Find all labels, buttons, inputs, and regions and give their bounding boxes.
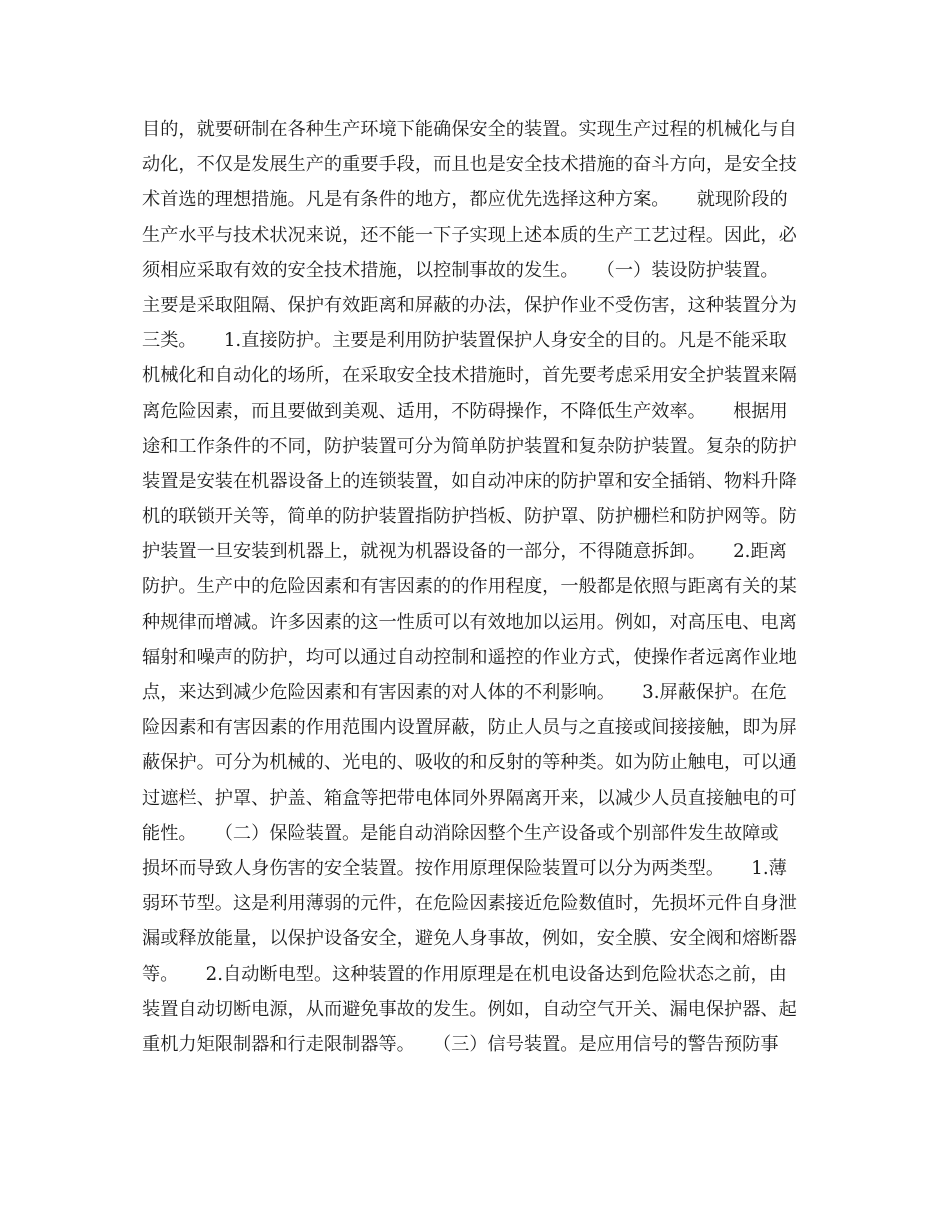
- text-line: 主要是采取阻隔、保护有效距离和屏蔽的办法，保护作业不受伤害，这种装置分为: [142, 294, 797, 316]
- text-line: 离危险因素，而且要做到美观、适用，不防碍操作，不降低生产效率。 根据用: [142, 400, 788, 422]
- text-line: 等。 2.自动断电型。这种装置的作用原理是在机电设备达到危险状态之前，由: [142, 963, 787, 985]
- text-line: 点，来达到减少危险因素和有害因素的对人体的不利影响。 3.屏蔽保护。在危: [142, 682, 787, 703]
- text-line: 护装置一旦安装到机器上，就视为机器设备的一部分，不得随意拆卸。 2.距离: [142, 541, 787, 563]
- text-line: 过遮栏、护罩、护盖、箱盒等把带电体同外界隔离开来，以减少人员直接触电的可: [142, 787, 797, 809]
- body-paragraph: [142, 112, 812, 1062]
- text-line: 弱环节型。这是利用薄弱的元件，在危险因素接近危险数值时，先损坏元件自身泄: [142, 893, 797, 915]
- text-line: 机械化和自动化的场所，在采取安全技术措施时，首先要考虑采用安全护装置来隔: [142, 365, 797, 387]
- text-line: 辐射和噪声的防护，均可以通过自动控制和遥控的作业方式，使操作者远离作业地: [142, 646, 797, 668]
- text-line: 防护。生产中的危险因素和有害因素的的作用程度，一般都是依照与距离有关的某: [142, 576, 797, 598]
- text-line: 途和工作条件的不同，防护装置可分为简单防护装置和复杂防护装置。复杂的防护: [142, 435, 797, 457]
- text-line: 动化，不仅是发展生产的重要手段，而且也是安全技术措施的奋斗方向，是安全技: [142, 154, 797, 176]
- text-line: 装置自动切断电源，从而避免事故的发生。例如，自动空气开关、漏电保护器、起: [142, 998, 797, 1020]
- text-line: 三类。 1.直接防护。主要是利用防护装置保护人身安全的目的。凡是不能采取: [142, 330, 787, 352]
- text-line: 机的联锁开关等，简单的防护装置指防护挡板、防护罩、防护栅栏和防护网等。防: [142, 506, 797, 528]
- text-line: 生产水平与技术状况来说，还不能一下子实现上述本质的生产工艺过程。因此，必: [142, 224, 797, 246]
- text-line: 蔽保护。可分为机械的、光电的、吸收的和反射的等种类。如为防止触电，可以通: [142, 752, 797, 774]
- text-line: 重机力矩限制器和行走限制器等。 （三）信号装置。是应用信号的警告预防事: [142, 1033, 779, 1055]
- text-line: 损坏而导致人身伤害的安全装置。按作用原理保险装置可以分为两类型。 1.薄: [142, 857, 787, 879]
- text-line: 险因素和有害因素的作用范围内设置屏蔽，防止人员与之直接或间接接触，即为屏: [142, 717, 797, 739]
- text-line: 能性。 （二）保险装置。是能自动消除因整个生产设备或个别部件发生故障或: [142, 822, 779, 844]
- text-line: 术首选的理想措施。凡是有条件的地方，都应优先选择这种方案。 就现阶段的: [142, 189, 788, 211]
- text-line: 漏或释放能量，以保护设备安全，避免人身事故，例如，安全膜、安全阀和熔断器: [142, 928, 797, 950]
- text-line: 须相应采取有效的安全技术措施，以控制事故的发生。 （一）装设防护装置。: [142, 259, 779, 281]
- text-line: 种规律而增减。许多因素的这一性质可以有效地加以运用。例如，对高压电、电离: [142, 611, 797, 633]
- text-line: 目的，就要研制在各种生产环境下能确保安全的装置。实现生产过程的机械化与自: [142, 119, 797, 140]
- text-line: 装置是安装在机器设备上的连锁装置，如自动冲床的防护罩和安全插销、物料升降: [142, 470, 797, 492]
